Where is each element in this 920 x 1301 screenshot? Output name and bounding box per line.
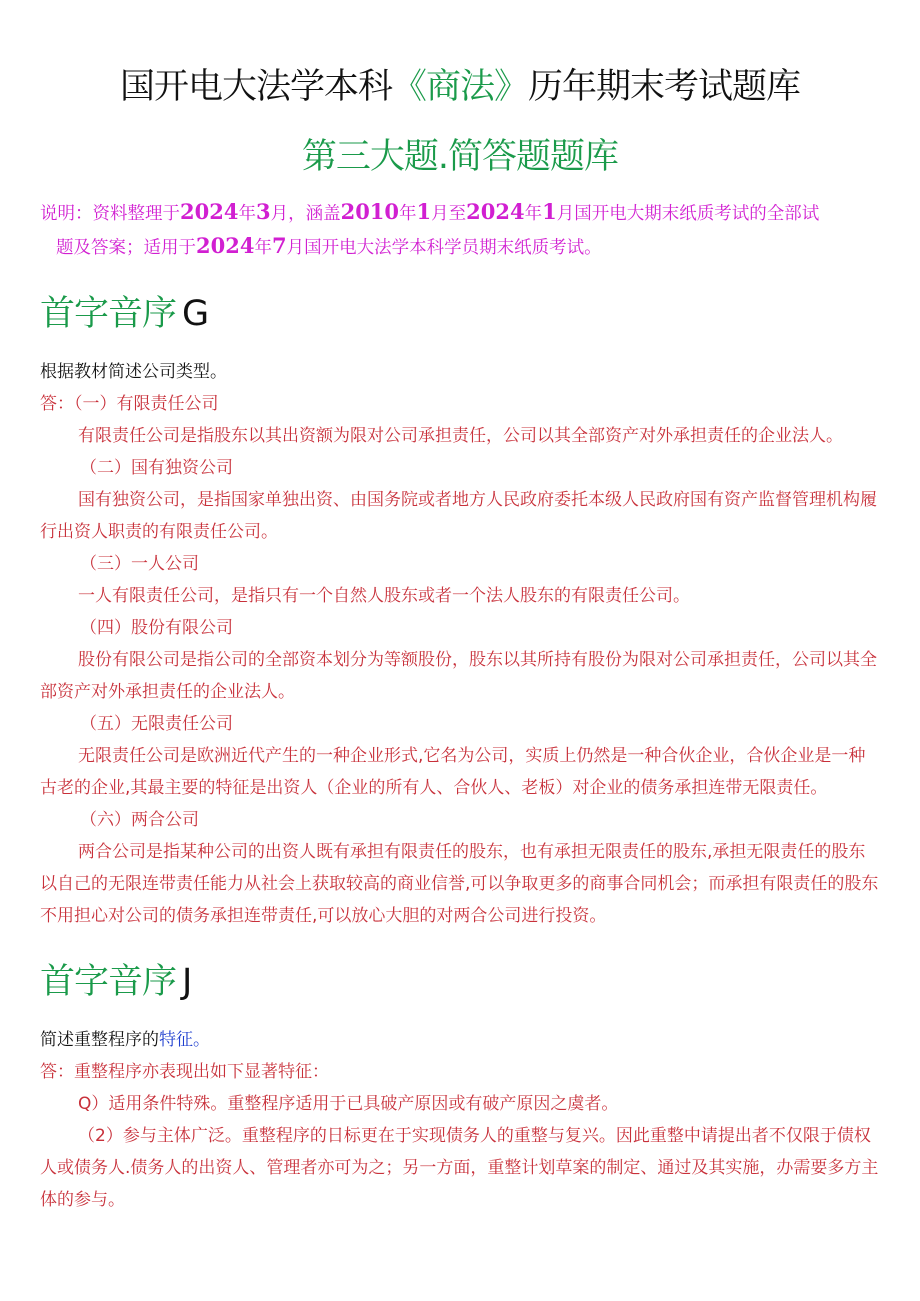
note-text: 年 bbox=[399, 204, 417, 224]
note-year: 2010 bbox=[340, 199, 400, 224]
answer-item-body: 无限责任公司是欧洲近代产生的一种企业形式,它名为公司，实质上仍然是一种合伙企业，合伙企业是一种古老的企业,其最主要的特征是出资人（企业的所有人、合伙人、老板）对企业的债务承担连带无限责任。 bbox=[40, 746, 866, 798]
answer-item-heading: （三）一人公司 bbox=[80, 554, 199, 574]
note-year: 2024 bbox=[196, 233, 255, 258]
section-title: 第三大题.简答题题库 bbox=[301, 137, 619, 177]
answer-item-heading: （六）两合公司 bbox=[80, 810, 199, 830]
group-letter: G bbox=[182, 294, 209, 334]
note-text: 题及答案；适用于 bbox=[56, 238, 196, 258]
group-heading bbox=[40, 954, 880, 1010]
note-text: 年 bbox=[238, 204, 256, 224]
note-text: 月，涵盖 bbox=[270, 204, 341, 224]
note-month: 3 bbox=[255, 199, 271, 224]
question-text bbox=[40, 1024, 880, 1056]
title-prefix: 国开电大法学本科 bbox=[119, 67, 392, 107]
document-title bbox=[40, 0, 880, 112]
group-heading bbox=[40, 286, 880, 342]
answer-item-body: Q）适用条件特殊。重整程序适用于已具破产原因或有破产原因之虞者。 bbox=[78, 1094, 619, 1114]
answer-item-heading: （二）国有独资公司 bbox=[80, 458, 233, 478]
answer-item-body: （2）参与主体广泛。重整程序的日标更在于实现债务人的重整与复兴。因此重整中请提出者不仅限于债权人或债务人.债务人的出资人、管理者亦可为之；另一方面，重整计划草案的制定、通过及其实施，办需要多方主体的参与。 bbox=[40, 1126, 879, 1210]
question-prefix: 简述重整程序的 bbox=[40, 1030, 159, 1050]
group-g bbox=[40, 286, 880, 932]
title-highlight: 《商法》 bbox=[391, 67, 528, 107]
note-text: 月国开电大法学本科学员期末纸质考试。 bbox=[286, 238, 602, 258]
group-j bbox=[40, 954, 880, 1216]
group-label: 首字音序 bbox=[40, 294, 177, 334]
answer-item-body: 股份有限公司是指公司的全部资本划分为等额股份，股东以其所持有股份为限对公司承担责任，公司以其全部资产对外承担责任的企业法人。 bbox=[40, 650, 877, 702]
answer-lead: 答：（一）有限责任公司 bbox=[40, 394, 219, 414]
answer-item-body: 一人有限责任公司，是指只有一个自然人股东或者一个法人股东的有限责任公司。 bbox=[78, 586, 690, 606]
note-text: 月国开电大期末纸质考试的全部试 bbox=[556, 204, 820, 224]
answer-item-body: 两合公司是指某种公司的出资人既有承担有限责任的股东，也有承担无限责任的股东,承担无限责任的股东以自己的无限连带责任能力从社会上获取较高的商业信誉,可以争取更多的商事合同机会；而承担有限责任的股东不用担心对公司的债务承担连带责任,可以放心大胆的对两合公司进行投资。 bbox=[40, 842, 879, 926]
note-year: 2024 bbox=[466, 199, 525, 224]
title-suffix: 历年期末考试题库 bbox=[528, 67, 801, 107]
question-text: 根据教材简述公司类型。 bbox=[40, 362, 227, 382]
note-text: 月至 bbox=[431, 204, 467, 224]
answer-item-body: 有限责任公司是指股东以其出资额为限对公司承担责任，公司以其全部资产对外承担责任的企业法人。 bbox=[78, 426, 843, 446]
note-year: 2024 bbox=[180, 199, 239, 224]
note-text: 说明：资料整理于 bbox=[40, 204, 180, 224]
answer-item-heading: （四）股份有限公司 bbox=[80, 618, 233, 638]
group-label: 首字音序 bbox=[40, 962, 177, 1002]
note-text: 年 bbox=[524, 204, 543, 224]
answer-item-heading: （五）无限责任公司 bbox=[80, 714, 233, 734]
description-note bbox=[40, 196, 880, 264]
note-text: 年 bbox=[254, 238, 272, 258]
answer-lead: 答：重整程序亦表现出如下显著特征： bbox=[40, 1062, 329, 1082]
note-month: 1 bbox=[542, 199, 557, 224]
note-month: 7 bbox=[271, 233, 287, 258]
question-highlight: 特征。 bbox=[159, 1030, 210, 1050]
answer-item-body: 国有独资公司，是指国家单独出资、由国务院或者地方人民政府委托本级人民政府国有资产监督管理机构履行出资人职责的有限责任公司。 bbox=[40, 490, 877, 542]
group-letter: J bbox=[182, 962, 192, 1002]
note-month: 1 bbox=[416, 199, 432, 224]
